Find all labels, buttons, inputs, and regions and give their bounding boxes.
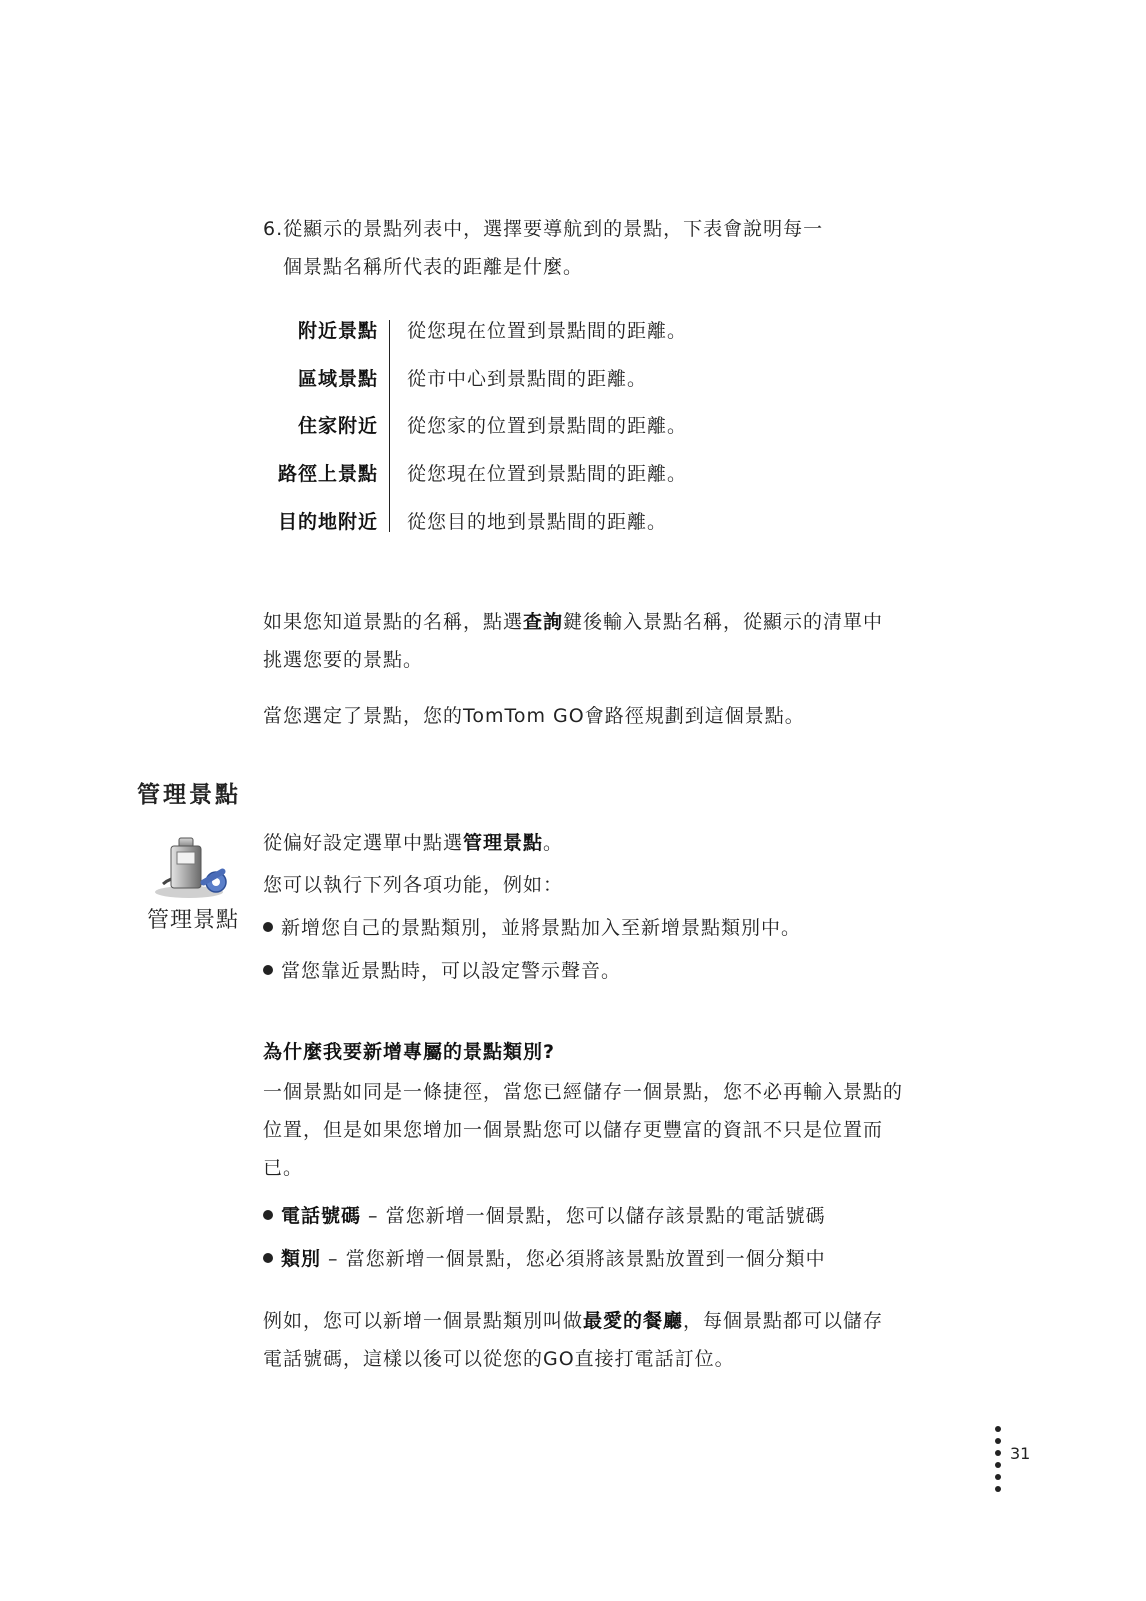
bullet-text: – 當您新增一個景點，您可以儲存該景點的電話號碼: [361, 1205, 826, 1227]
page-number: 31: [1010, 1444, 1031, 1463]
intro-text-2: 。: [543, 832, 564, 854]
bullet-text: 新增您自己的景點類別，並將景點加入至新增景點類別中。: [281, 917, 802, 939]
list-item: [263, 952, 903, 990]
table-row-desc: 從您現在位置到景點間的距離。: [407, 463, 688, 485]
why-heading: 為什麼我要新增專屬的景點類別?: [263, 1041, 556, 1063]
bullet-icon: [263, 1253, 273, 1263]
table-row-label: 住家附近: [297, 415, 378, 437]
manage-poi-icon-label: 管理景點: [146, 908, 239, 933]
bullet-bold: 類別: [281, 1248, 322, 1270]
search-key-label: 查詢: [523, 611, 564, 633]
bullet-text: – 當您新增一個景點，您必須將該景點放置到一個分類中: [321, 1248, 826, 1270]
example-paragraph: [263, 1302, 903, 1378]
intro-text: 從偏好設定選單中點選: [263, 832, 464, 854]
table-row-desc: 從您家的位置到景點間的距離。: [407, 415, 688, 437]
step-number: 6.: [263, 218, 284, 240]
table-row-label: 路徑上景點: [277, 463, 378, 485]
table-row-desc: 從市中心到景點間的距離。: [407, 368, 648, 390]
search-paragraph: [263, 603, 903, 679]
poi-device-icon: [137, 832, 249, 902]
section-heading: 管理景點: [137, 782, 241, 808]
route-paragraph: 當您選定了景點，您的TomTom GO會路徑規劃到這個景點。: [263, 705, 805, 727]
search-para-text-2: 鍵後輸入景點名稱，從顯示的清單中挑選您要的景點。: [263, 611, 884, 671]
step-6: [263, 210, 913, 286]
list-item: [263, 1197, 903, 1235]
bullet-icon: [263, 922, 273, 932]
step-text-line2: 個景點名稱所代表的距離是什麼。: [283, 256, 584, 278]
example-bold: 最愛的餐廳: [583, 1310, 684, 1332]
bullet-icon: [263, 1210, 273, 1220]
why-paragraph: 一個景點如同是一條捷徑，當您已經儲存一個景點，您不必再輸入景點的位置，但是如果您增加一個景點您可以儲存更豐富的資訊不只是位置而已。: [263, 1081, 904, 1179]
table-row-desc: 從您目的地到景點間的距離。: [407, 511, 668, 533]
section-intro: [263, 824, 903, 862]
example-text: 例如，您可以新增一個景點類別叫做: [263, 1310, 584, 1332]
intro-bold: 管理景點: [463, 832, 544, 854]
table-row-label: 附近景點: [297, 320, 378, 342]
table-row-label: 區域景點: [297, 368, 378, 390]
bullet-text: 當您靠近景點時，可以設定警示聲音。: [281, 960, 622, 982]
search-para-text: 如果您知道景點的名稱，點選: [263, 611, 524, 633]
list-item: [263, 909, 903, 947]
example-text-2: ，每個景點都可以儲存電話號碼，這樣以後可以從您的GO直接打電話訂位。: [263, 1310, 884, 1370]
table-divider: [389, 320, 390, 532]
page-dots-decoration: [995, 1426, 1005, 1498]
table-row-label: 目的地附近: [277, 511, 378, 533]
functions-intro: 您可以執行下列各項功能，例如：: [263, 874, 564, 896]
bullet-bold: 電話號碼: [281, 1205, 362, 1227]
list-item: [263, 1240, 903, 1278]
bullet-icon: [263, 965, 273, 975]
table-row-desc: 從您現在位置到景點間的距離。: [407, 320, 688, 342]
step-text-line1: 從顯示的景點列表中，選擇要導航到的景點，下表會說明每一: [283, 218, 824, 240]
